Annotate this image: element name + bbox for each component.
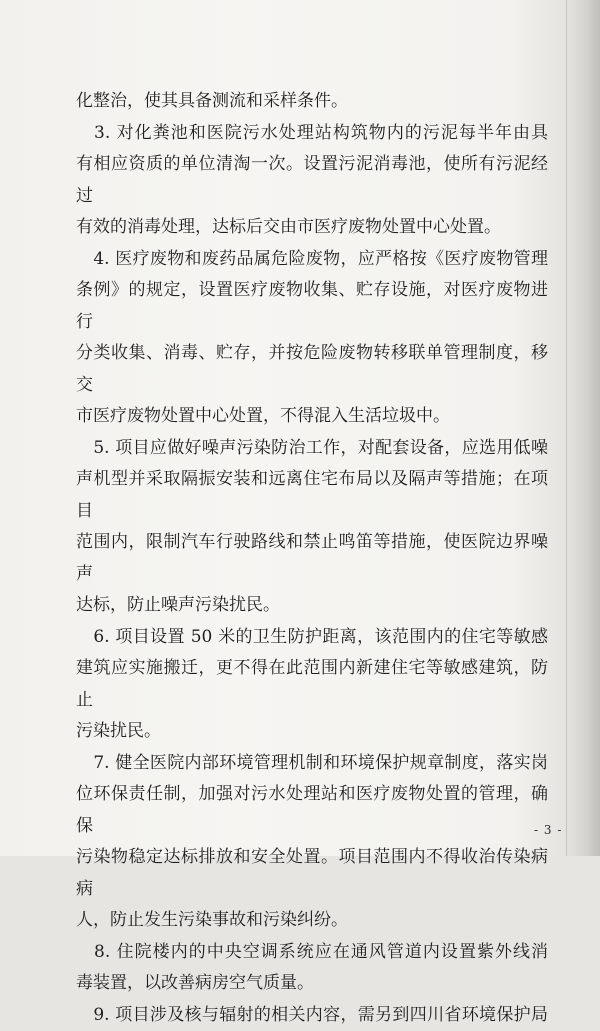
text-line: 7. 健全医院内部环境管理机制和环境保护规章制度，落实岗	[76, 748, 548, 780]
body-text	[76, 86, 548, 1031]
text-line: 建筑应实施搬迁，更不得在此范围内新建住宅等敏感建筑，防止	[76, 653, 548, 716]
text-line: 9. 项目涉及核与辐射的相关内容，需另到四川省环境保护局	[76, 1000, 548, 1031]
text-line: 毒装置，以改善病房空气质量。	[76, 968, 548, 1000]
text-line: 市医疗废物处置中心处置，不得混入生活垃圾中。	[76, 401, 548, 433]
text-line: 污染扰民。	[76, 716, 548, 748]
text-line: 分类收集、消毒、贮存，并按危险废物转移联单管理制度，移交	[76, 338, 548, 401]
text-line: 5. 项目应做好噪声污染防治工作，对配套设备，应选用低噪	[76, 433, 548, 465]
text-line: 有相应资质的单位清淘一次。设置污泥消毒池，使所有污泥经过	[76, 149, 548, 212]
text-line: 化整治，使其具备测流和采样条件。	[76, 86, 548, 118]
text-line: 范围内，限制汽车行驶路线和禁止鸣笛等措施，使医院边界噪声	[76, 527, 548, 590]
text-line: 8. 住院楼内的中央空调系统应在通风管道内设置紫外线消	[76, 937, 548, 969]
text-line: 人，防止发生污染事故和污染纠纷。	[76, 905, 548, 937]
text-line: 有效的消毒处理，达标后交由市医疗废物处置中心处置。	[76, 212, 548, 244]
text-line: 条例》的规定，设置医疗废物收集、贮存设施，对医疗废物进行	[76, 275, 548, 338]
page-number: - 3 -	[534, 823, 562, 837]
text-line: 3. 对化粪池和医院污水处理站构筑物内的污泥每半年由具	[76, 118, 548, 150]
text-line: 4. 医疗废物和废药品属危险废物，应严格按《医疗废物管理	[76, 244, 548, 276]
page-fold-shadow	[566, 0, 600, 856]
text-line: 6. 项目设置 50 米的卫生防护距离，该范围内的住宅等敏感	[76, 622, 548, 654]
text-line: 声机型并采取隔振安装和远离住宅布局以及隔声等措施；在项目	[76, 464, 548, 527]
text-line: 污染物稳定达标排放和安全处置。项目范围内不得收治传染病病	[76, 842, 548, 905]
text-line: 位环保责任制，加强对污水处理站和医疗废物处置的管理，确保	[76, 779, 548, 842]
text-line: 达标，防止噪声污染扰民。	[76, 590, 548, 622]
page-crease	[566, 0, 567, 856]
